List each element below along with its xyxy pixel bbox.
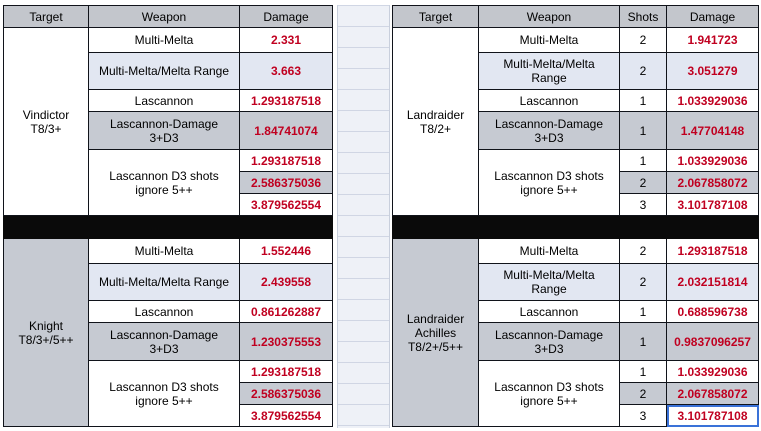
shots-cell: 1 bbox=[620, 361, 667, 383]
weapon-cell: Multi-Melta/Melta Range bbox=[89, 53, 240, 90]
damage-cell: 1.293187518 bbox=[240, 361, 333, 383]
shots-cell: 3 bbox=[620, 405, 667, 427]
damage-cell: 1.293187518 bbox=[240, 150, 333, 172]
damage-cell: 2.067858072 bbox=[667, 383, 759, 405]
table-row bbox=[4, 239, 333, 264]
weapon-cell: Multi-Melta bbox=[89, 28, 240, 53]
weapon-cell: Lascannon bbox=[479, 301, 620, 323]
shots-cell: 2 bbox=[620, 239, 667, 264]
damage-cell: 3.663 bbox=[240, 53, 333, 90]
damage-cell: 3.879562554 bbox=[240, 405, 333, 427]
weapon-cell: Multi-Melta/Melta Range bbox=[479, 53, 620, 90]
damage-cell: 2.032151814 bbox=[667, 264, 759, 301]
shots-cell: 2 bbox=[620, 53, 667, 90]
damage-cell: 2.067858072 bbox=[667, 172, 759, 194]
left-damage-table bbox=[3, 5, 333, 427]
weapon-cell: Multi-Melta/Melta Range bbox=[479, 264, 620, 301]
separator-row bbox=[4, 216, 333, 239]
header-target: Target bbox=[393, 6, 479, 28]
header-damage: Damage bbox=[240, 6, 333, 28]
header-weapon: Weapon bbox=[479, 6, 620, 28]
damage-cell: 1.033929036 bbox=[667, 90, 759, 112]
damage-cell: 2.331 bbox=[240, 28, 333, 53]
separator-row bbox=[393, 216, 759, 239]
shots-cell: 3 bbox=[620, 194, 667, 216]
weapon-cell: Lascannon D3 shots ignore 5++ bbox=[89, 150, 240, 216]
damage-cell: 2.439558 bbox=[240, 264, 333, 301]
damage-cell: 2.586375036 bbox=[240, 172, 333, 194]
separator-bar bbox=[393, 216, 759, 239]
damage-cell: 1.293187518 bbox=[667, 239, 759, 264]
header-target: Target bbox=[4, 6, 89, 28]
damage-cell: 1.47704148 bbox=[667, 112, 759, 150]
damage-cell: 3.879562554 bbox=[240, 194, 333, 216]
header-weapon: Weapon bbox=[89, 6, 240, 28]
right-damage-table bbox=[392, 5, 759, 427]
target-cell: Landraider Achilles T8/2+/5++ bbox=[393, 239, 479, 427]
damage-cell: 1.033929036 bbox=[667, 150, 759, 172]
weapon-cell: Lascannon D3 shots ignore 5++ bbox=[479, 150, 620, 216]
shots-cell: 2 bbox=[620, 383, 667, 405]
damage-cell: 1.033929036 bbox=[667, 361, 759, 383]
shots-cell: 1 bbox=[620, 90, 667, 112]
weapon-cell: Lascannon bbox=[89, 90, 240, 112]
header-row bbox=[393, 6, 759, 28]
weapon-cell: Lascannon-Damage 3+D3 bbox=[479, 323, 620, 361]
weapon-cell: Lascannon-Damage 3+D3 bbox=[89, 112, 240, 150]
damage-cell: 0.861262887 bbox=[240, 301, 333, 323]
damage-cell: 1.941723 bbox=[667, 28, 759, 53]
damage-cell: 1.293187518 bbox=[240, 90, 333, 112]
header-shots: Shots bbox=[620, 6, 667, 28]
target-cell: Landraider T8/2+ bbox=[393, 28, 479, 216]
gap-column bbox=[337, 5, 390, 428]
table-row bbox=[393, 239, 759, 264]
damage-cell: 0.688596738 bbox=[667, 301, 759, 323]
left-table bbox=[3, 5, 333, 427]
weapon-cell: Multi-Melta/Melta Range bbox=[89, 264, 240, 301]
damage-cell: 3.101787108 bbox=[667, 405, 759, 427]
header-damage: Damage bbox=[667, 6, 759, 28]
weapon-cell: Lascannon-Damage 3+D3 bbox=[89, 323, 240, 361]
damage-cell: 2.586375036 bbox=[240, 383, 333, 405]
weapon-cell: Lascannon D3 shots ignore 5++ bbox=[89, 361, 240, 427]
damage-cell: 3.051279 bbox=[667, 53, 759, 90]
weapon-cell: Multi-Melta bbox=[479, 239, 620, 264]
weapon-cell: Multi-Melta bbox=[479, 28, 620, 53]
damage-cell: 1.230375553 bbox=[240, 323, 333, 361]
header-row bbox=[4, 6, 333, 28]
target-cell: Vindictor T8/3+ bbox=[4, 28, 89, 216]
shots-cell: 2 bbox=[620, 264, 667, 301]
damage-cell: 3.101787108 bbox=[667, 194, 759, 216]
damage-cell: 0.9837096257 bbox=[667, 323, 759, 361]
table-row bbox=[4, 28, 333, 53]
shots-cell: 2 bbox=[620, 28, 667, 53]
separator-bar bbox=[4, 216, 333, 239]
table-row bbox=[393, 28, 759, 53]
weapon-cell: Lascannon bbox=[89, 301, 240, 323]
weapon-cell: Lascannon-Damage 3+D3 bbox=[479, 112, 620, 150]
shots-cell: 2 bbox=[620, 172, 667, 194]
shots-cell: 1 bbox=[620, 112, 667, 150]
shots-cell: 1 bbox=[620, 150, 667, 172]
shots-cell: 1 bbox=[620, 301, 667, 323]
right-table bbox=[392, 5, 759, 427]
weapon-cell: Multi-Melta bbox=[89, 239, 240, 264]
weapon-cell: Lascannon bbox=[479, 90, 620, 112]
shots-cell: 1 bbox=[620, 323, 667, 361]
damage-cell: 1.84741074 bbox=[240, 112, 333, 150]
damage-cell: 1.552446 bbox=[240, 239, 333, 264]
target-cell: Knight T8/3+/5++ bbox=[4, 239, 89, 427]
weapon-cell: Lascannon D3 shots ignore 5++ bbox=[479, 361, 620, 427]
